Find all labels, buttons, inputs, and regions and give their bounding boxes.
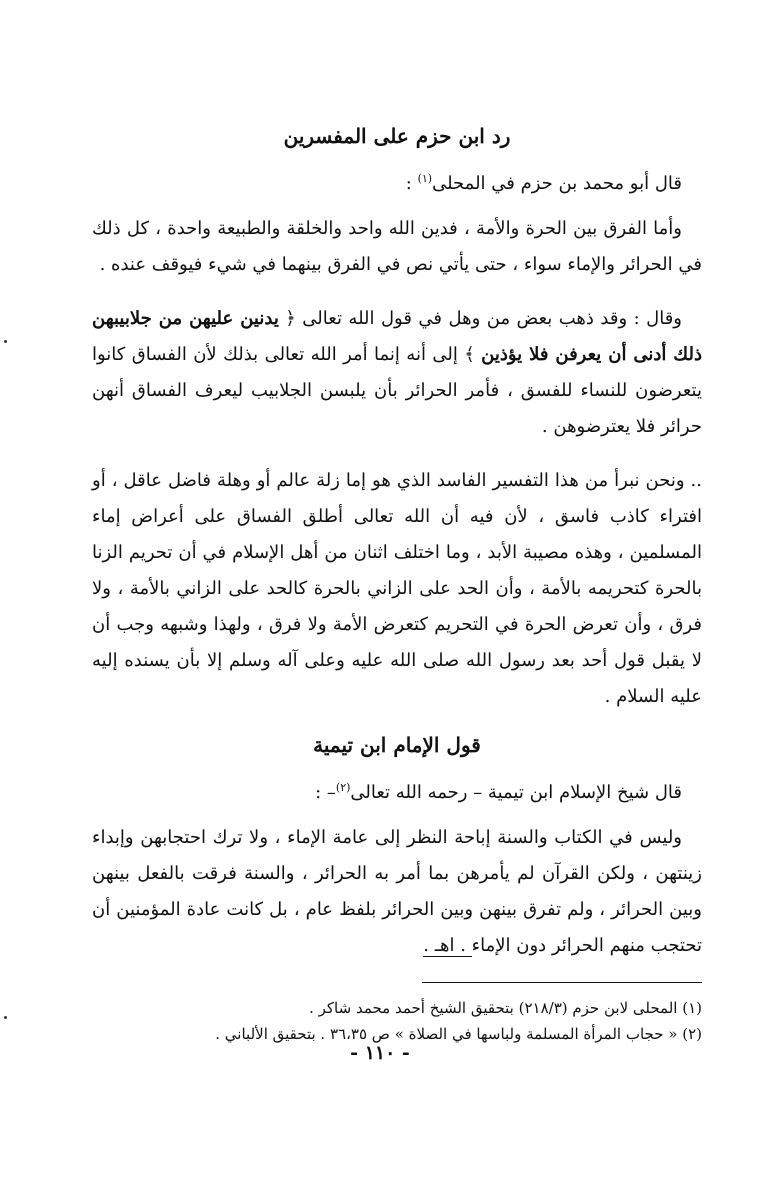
page-number: - ١١٠ - [350,1042,410,1064]
section-intro-ibn-taymiyyah [92,771,682,810]
paragraph: .. ونحن نبرأ من هذا التفسير الفاسد الذي هو إما زلة عالم أو وهلة فاضل عاقل ، أو افتراء كاذب فاسق ، لأن فيه أن الله تعالى أطلق الفساق على أعراض إماء المسلمين ، وهذه مصيبة الأبد ، وما اختلف اثنان من أهل الإسلام في أن تحريم الزنا بالحرة كتحريمه بالأمة ، وأن الحد على الزاني بالحرة كالحد على الزاني بالأمة ، ولا فرق ، وأن تعرض الحرة في التحريم كتعرض الأمة ولا فرق ، ولهذا وشبهه وجب أن لا يقبل قول أحد بعد رسول الله صلى الله عليه وعلى آله وسلم إلا بأن يسنده إليه عليه السلام . [92,470,702,707]
paragraph-end: . اهـ . [423,935,472,956]
footnote-divider [422,982,702,983]
paragraph [92,820,702,964]
section-title-ibn-taymiyyah: قول الإمام ابن تيمية [313,733,481,757]
paragraph [92,301,702,445]
intro-end: : [405,173,418,194]
scan-speck [4,1016,7,1019]
paragraph: وأما الفرق بين الحرة والأمة ، فدين الله واحد والخلقة والطبيعة واحدة ، كل ذلك في الحرائر والإماء سواء ، حتى يأتي نص في الفرق بينهما في شيء فيوقف عنده . [92,218,702,275]
section-title-ibn-hazm: رد ابن حزم على المفسرين [283,124,511,148]
paragraph-text: وليس في الكتاب والسنة إباحة النظر إلى عامة الإماء ، ولا ترك احتجابهن وإبداء زينتهن ، ولكن القرآن لم يأمرهن بما أمر به الحرائر ، والسنة فرقت بالفعل بينهن وبين الحرائر ، ولم تفرق بينهن وبين الحرائر بلفظ عام ، بل كانت عادة المؤمنين أن تحتجب منهم الحرائر دون الإماء [92,827,702,956]
quran-quote: يدنين عليهن من جلابيبهن ذلك أدنى أن يعرفن فلا يؤذين [92,308,702,365]
footnote: (٢) « حجاب المرأة المسلمة ولباسها في الصلاة » ص ٣٦،٣٥ . بتحقيق الألباني . [215,1025,702,1043]
intro-end: – : [315,782,336,803]
intro-text: قال شيخ الإسلام ابن تيمية – رحمه الله تعالى [350,782,682,803]
scan-speck [4,340,7,343]
paragraph-text: ﴾ إلى أنه إنما أمر الله تعالى بذلك لأن الفساق كانوا يتعرضون للنساء للفسق ، فأمر الحرائر بأن يلبسن الجلابيب ليعرف الفساق أنهن حرائر فلا يعترضوهن . [92,344,702,437]
paragraph-text: وقال : وقد ذهب بعض من وهل في قول الله تعالى ﴿ [278,308,682,329]
intro-text: قال أبو محمد بن حزم في المحلى [432,173,682,194]
footnote: (١) المحلى لابن حزم (٢١٨/٣) بتحقيق الشيخ أحمد محمد شاكر . [309,999,702,1017]
footnote-ref: (١) [417,172,433,185]
text-column [92,124,702,1047]
footnote-ref: (٢) [335,781,351,794]
section-intro-ibn-hazm [92,162,682,201]
